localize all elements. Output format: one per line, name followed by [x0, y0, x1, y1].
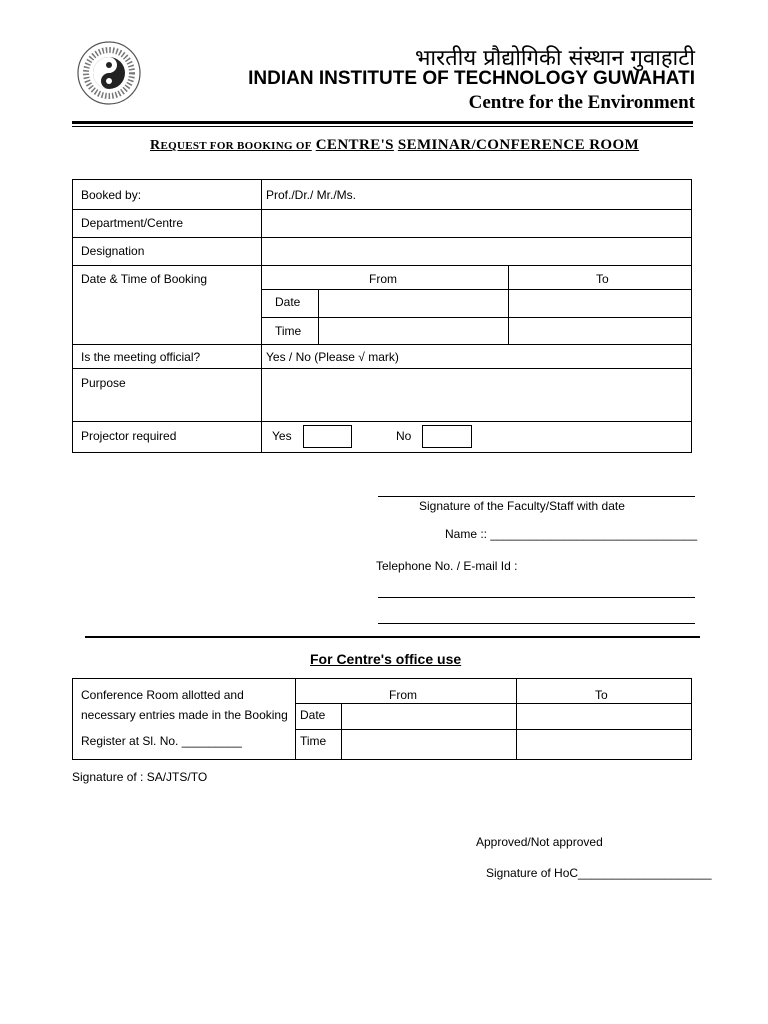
table-border	[516, 678, 517, 760]
office-to-date-field[interactable]	[519, 706, 688, 727]
table-border	[261, 265, 262, 344]
to-header: To	[596, 272, 609, 286]
table-border	[72, 421, 692, 422]
table-border	[341, 703, 342, 759]
institute-name: INDIAN INSTITUTE OF TECHNOLOGY GUWAHATI	[248, 68, 695, 89]
designation-label: Designation	[81, 244, 145, 258]
booked-by-name-field[interactable]	[402, 183, 687, 205]
table-border	[72, 179, 73, 453]
telephone-email-label: Telephone No. / E-mail Id :	[376, 559, 518, 573]
header-rule-thin	[72, 126, 693, 127]
name-field[interactable]: Name :: _______________________________	[445, 527, 698, 541]
table-border	[261, 317, 692, 318]
table-border	[295, 678, 296, 760]
table-border	[72, 344, 692, 345]
table-border	[72, 368, 692, 369]
official-options[interactable]: Yes / No (Please √ mark)	[266, 350, 399, 364]
booked-by-title-options: Prof./Dr./ Mr./Ms.	[266, 188, 357, 202]
table-border	[295, 703, 691, 704]
department-field[interactable]	[264, 212, 688, 234]
table-border	[508, 265, 509, 344]
table-border	[318, 289, 319, 344]
table-border	[295, 729, 691, 730]
purpose-field[interactable]	[264, 371, 688, 418]
contact-line-2[interactable]	[378, 623, 695, 624]
header-rule	[72, 121, 693, 124]
office-to-time-field[interactable]	[519, 732, 688, 756]
register-serial-field[interactable]: Register at Sl. No. _________	[81, 734, 242, 748]
department-label: Department/Centre	[81, 216, 184, 230]
office-from-date-field[interactable]	[344, 706, 513, 727]
table-border	[72, 452, 692, 453]
table-border	[261, 289, 692, 290]
purpose-label: Purpose	[81, 376, 126, 390]
designation-field[interactable]	[264, 240, 688, 262]
title-initial: R	[150, 138, 161, 153]
table-border	[261, 344, 262, 452]
office-table	[72, 678, 692, 760]
table-border	[72, 209, 692, 210]
institute-name-hindi: भारतीय प्रौद्योगिकी संस्थान गुवाहाटी	[414, 46, 695, 71]
office-to-header: To	[595, 688, 608, 702]
office-from-time-field[interactable]	[344, 732, 513, 756]
allotment-line-2: necessary entries made in the Booking	[81, 708, 288, 722]
booked-by-label: Booked by:	[81, 188, 142, 202]
hoc-signature-field[interactable]: Signature of HoC____________________	[486, 866, 712, 880]
to-date-field[interactable]	[511, 292, 689, 315]
from-time-field[interactable]	[321, 320, 505, 342]
centre-name: Centre for the Environment	[468, 92, 695, 113]
title-part1: EQUEST FOR BOOKING OF	[160, 140, 312, 152]
to-time-field[interactable]	[511, 320, 689, 342]
projector-label: Projector required	[81, 429, 177, 443]
approval-status[interactable]: Approved/Not approved	[476, 835, 603, 849]
date-time-label: Date & Time of Booking	[81, 272, 208, 286]
iitg-logo	[76, 40, 142, 106]
section-divider	[85, 636, 700, 638]
official-question: Is the meeting official?	[81, 350, 201, 364]
title-part3: SEMINAR/CONFERENCE ROOM	[397, 137, 640, 153]
title-part2: CENTRE'S	[315, 137, 394, 153]
from-date-field[interactable]	[321, 292, 505, 315]
table-border	[691, 179, 692, 453]
contact-line-1[interactable]	[378, 597, 695, 598]
office-time-label: Time	[300, 734, 327, 748]
office-signature-label: Signature of : SA/JTS/TO	[72, 770, 208, 784]
table-border	[72, 179, 692, 180]
projector-yes-label: Yes	[272, 429, 292, 443]
time-label: Time	[275, 324, 302, 338]
office-from-header: From	[389, 688, 417, 702]
faculty-signature-label: Signature of the Faculty/Staff with date	[419, 499, 625, 513]
table-border	[261, 179, 262, 266]
table-border	[72, 265, 692, 266]
date-label: Date	[275, 295, 301, 309]
booking-table	[72, 179, 692, 453]
allotment-line-1: Conference Room allotted and	[81, 688, 244, 702]
projector-no-checkbox[interactable]	[422, 425, 472, 448]
projector-yes-checkbox[interactable]	[303, 425, 352, 448]
faculty-signature-line[interactable]	[378, 496, 695, 497]
projector-no-label: No	[396, 429, 412, 443]
table-border	[72, 237, 692, 238]
from-header: From	[369, 272, 397, 286]
form-title	[150, 137, 702, 154]
office-use-title: For Centre's office use	[310, 651, 462, 667]
office-date-label: Date	[300, 708, 326, 722]
